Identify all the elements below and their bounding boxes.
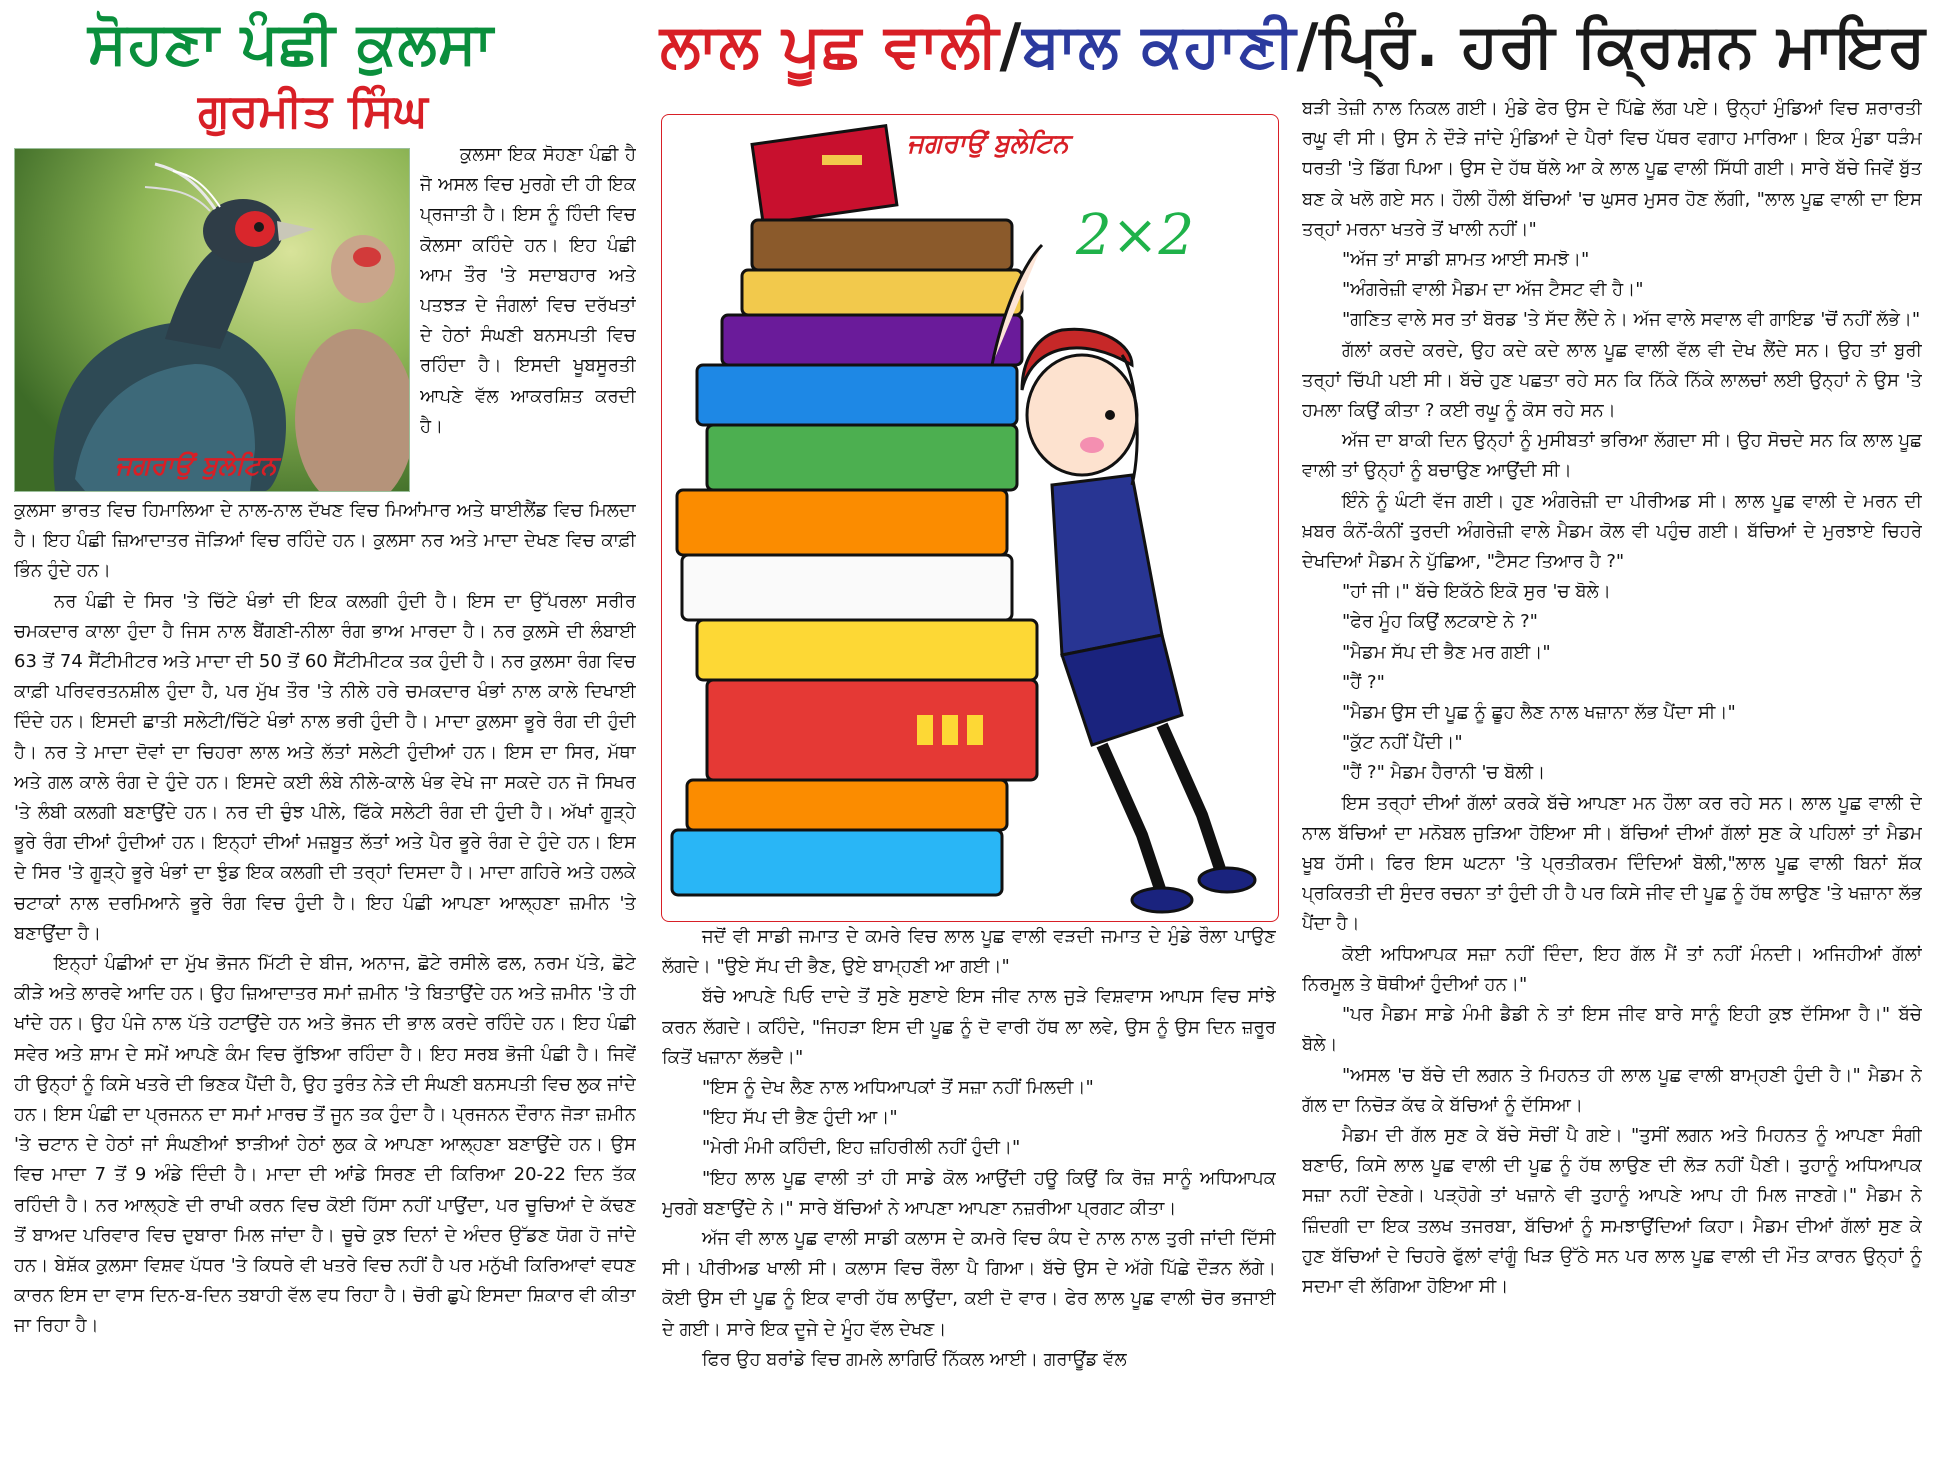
story-paragraph: "ਗਣਿਤ ਵਾਲੇ ਸਰ ਤਾਂ ਬੋਰਡ 'ਤੇ ਸੱਦ ਲੈਂਦੇ ਨੇ। ਅੱਜ ਵਾਲੇ ਸਵਾਲ ਵੀ ਗਾਇਡ 'ਚੋਂ ਨਹੀਂ ਲੱਭੇ।" xyxy=(1342,309,1921,331)
photo-logo xyxy=(115,451,277,482)
story-paragraph: "ਫੇਰ ਮੂੰਹ ਕਿਉਂ ਲਟਕਾਏ ਨੇ ?" xyxy=(1342,611,1538,633)
story-title-line xyxy=(660,10,1926,82)
story-right-column xyxy=(1302,94,1922,1459)
left-article-author: ਗੁਰਮੀਤ ਸਿੰਘ xyxy=(198,83,428,137)
story-paragraph: ਬੜੀ ਤੇਜ਼ੀ ਨਾਲ ਨਿਕਲ ਗਈ। ਮੁੰਡੇ ਫੇਰ ਉਸ ਦੇ ਪਿੱਛੇ ਲੱਗ ਪਏ। ਉਨ੍ਹਾਂ ਮੁੰਡਿਆਂ ਵਿਚ ਸ਼ਰਾਰਤੀ ਰਘੂ ਵੀ ਸੀ। ਉਸ ਨੇ ਦੌੜੇ ਜਾਂਦੇ ਮੁੰਡਿਆਂ ਦੇ ਪੈਰਾਂ ਵਿਚ ਪੱਥਰ ਵਗਾਹ ਮਾਰਿਆ। ਇਕ ਮੁੰਡਾ ਧੜੰਮ ਧਰਤੀ 'ਤੇ ਡਿੱਗ ਪਿਆ। ਉਸ ਦੇ ਹੱਥ ਥੱਲੇ ਆ ਕੇ ਲਾਲ ਪੂਛ ਵਾਲੀ ਸਿੱਧੀ ਗਈ। ਸਾਰੇ ਬੱਚੇ ਜਿਵੇਂ ਬੁੱਤ ਬਣ ਕੇ ਖਲੋ ਗਏ ਸਨ। ਹੌਲੀ ਹੌਲੀ ਬੱਚਿਆਂ 'ਚ ਘੁਸਰ ਮੁਸਰ ਹੋਣ ਲੱਗੀ, "ਲਾਲ ਪੂਛ ਵਾਲੀ ਦਾ ਇਸ ਤਰ੍ਹਾਂ ਮਰਨਾ ਖਤਰੇ ਤੋਂ ਖਾਲੀ ਨਹੀਂ।" xyxy=(1302,98,1922,240)
left-article-body xyxy=(14,496,636,1456)
title-separator: / xyxy=(999,11,1023,81)
story-paragraph: ਫਿਰ ਉਹ ਬਰਾਂਡੇ ਵਿਚ ਗਮਲੇ ਲਾਗਿਓਂ ਨਿੱਕਲ ਆਈ। ਗਰਾਊਂਡ ਵੱਲ xyxy=(702,1348,1127,1370)
left-intro-paragraph: ਕੁਲਸਾ ਇਕ ਸੋਹਣਾ ਪੰਛੀ ਹੈ ਜੋ ਅਸਲ ਵਿਚ ਮੁਰਗੇ ਦੀ ਹੀ ਇਕ ਪ੍ਰਜਾਤੀ ਹੈ। ਇਸ ਨੂੰ ਹਿੰਦੀ ਵਿਚ ਕੋਲਸਾ ਕਹਿੰਦੇ ਹਨ। ਇਹ ਪੰਛੀ ਆਮ ਤੌਰ 'ਤੇ ਸਦਾਬਹਾਰ ਅਤੇ ਪਤਝੜ ਦੇ ਜੰਗਲਾਂ ਵਿਚ ਦਰੱਖਤਾਂ ਦੇ ਹੇਠਾਂ ਸੰਘਣੀ ਬਨਸਪਤੀ ਵਿਚ ਰਹਿੰਦਾ ਹੈ। ਇਸਦੀ ਖੂਬਸੂਰਤੀ ਆਪਣੇ ਵੱਲ ਆਕਰਸ਼ਿਤ ਕਰਦੀ ਹੈ। xyxy=(420,144,636,437)
left-intro-text xyxy=(420,140,636,496)
story-paragraph: "ਅੰਗਰੇਜ਼ੀ ਵਾਲੀ ਮੈਡਮ ਦਾ ਅੱਜ ਟੈਸਟ ਵੀ ਹੈ।" xyxy=(1342,279,1644,301)
story-genre: ਬਾਲ ਕਹਾਣੀ xyxy=(1022,11,1297,81)
story-paragraph: ਅੱਜ ਦਾ ਬਾਕੀ ਦਿਨ ਉਨ੍ਹਾਂ ਨੂੰ ਮੁਸੀਬਤਾਂ ਭਰਿਆ ਲੱਗਦਾ ਸੀ। ਉਹ ਸੋਚਦੇ ਸਨ ਕਿ ਲਾਲ ਪੂਛ ਵਾਲੀ ਤਾਂ ਉਨ੍ਹਾਂ ਨੂੰ ਬਚਾਉਣ ਆਉਂਦੀ ਸੀ। xyxy=(1302,430,1922,482)
story-paragraph: "ਕੁੱਟ ਨਹੀਂ ਪੈਂਦੀ।" xyxy=(1342,732,1463,754)
story-paragraph: ਜਦੋਂ ਵੀ ਸਾਡੀ ਜਮਾਤ ਦੇ ਕਮਰੇ ਵਿਚ ਲਾਲ ਪੂਛ ਵਾਲੀ ਵੜਦੀ ਜਮਾਤ ਦੇ ਮੁੰਡੇ ਰੌਲਾ ਪਾਉਣ ਲੱਗਦੇ। "ਉਏ ਸੱਪ ਦੀ ਭੈਣ, ਉਏ ਬਾਮ੍ਹਣੀ ਆ ਗਈ।" xyxy=(662,926,1276,978)
bird-photo xyxy=(14,148,410,492)
photo-logo-text: ਜਗਰਾਉਂ ਬੁਲੇਟਿਨ xyxy=(115,451,277,481)
story-middle-column xyxy=(662,922,1276,1459)
left-article-title: ਸੋਹਣਾ ਪੰਛੀ ਕੁਲਸਾ xyxy=(88,9,494,77)
left-body-paragraph: ਨਰ ਪੰਛੀ ਦੇ ਸਿਰ 'ਤੇ ਚਿੱਟੇ ਖੰਭਾਂ ਦੀ ਇਕ ਕਲਗੀ ਹੁੰਦੀ ਹੈ। ਇਸ ਦਾ ਉੱਪਰਲਾ ਸਰੀਰ ਚਮਕਦਾਰ ਕਾਲਾ ਹੁੰਦਾ ਹੈ ਜਿਸ ਨਾਲ ਬੈਂਗਣੀ-ਨੀਲਾ ਰੰਗ ਭਾਅ ਮਾਰਦਾ ਹੈ। ਨਰ ਕੁਲਸੇ ਦੀ ਲੰਬਾਈ 63 ਤੋਂ 74 ਸੈਂਟੀਮੀਟਰ ਅਤੇ ਮਾਦਾ ਦੀ 50 ਤੋਂ 60 ਸੈਂਟੀਮੀਟਕ ਤਕ ਹੁੰਦੀ ਹੈ। ਨਰ ਕੁਲਸਾ ਰੰਗ ਵਿਚ ਕਾਫ਼ੀ ਪਰਿਵਰਤਨਸ਼ੀਲ ਹੁੰਦਾ ਹੈ, ਪਰ ਮੁੱਖ ਤੌਰ 'ਤੇ ਨੀਲੇ ਹਰੇ ਚਮਕਦਾਰ ਖੰਭਾਂ ਨਾਲ ਕਾਲੇ ਦਿਖਾਈ ਦਿੰਦੇ ਹਨ। ਇਸਦੀ ਛਾਤੀ ਸਲੇਟੀ/ਚਿੱਟੇ ਖੰਭਾਂ ਨਾਲ ਭਰੀ ਹੁੰਦੀ ਹੈ। ਮਾਦਾ ਕੁਲਸਾ ਭੂਰੇ ਰੰਗ ਦੀ ਹੁੰਦੀ ਹੈ। ਨਰ ਤੇ ਮਾਦਾ ਦੋਵਾਂ ਦਾ ਚਿਹਰਾ ਲਾਲ ਅਤੇ ਲੱਤਾਂ ਸਲੇਟੀ ਹੁੰਦੀਆਂ ਹਨ। ਇਸ ਦਾ ਸਿਰ, ਮੱਥਾ ਅਤੇ ਗਲ ਕਾਲੇ ਰੰਗ ਦੇ ਹੁੰਦੇ ਹਨ। ਇਸਦੇ ਕਈ ਲੰਬੇ ਨੀਲੇ-ਕਾਲੇ ਖੰਭ ਵੇਖੇ ਜਾ ਸਕਦੇ ਹਨ ਜੋ ਸਿਖਰ 'ਤੇ ਲੰਬੀ ਕਲਗੀ ਬਣਾਉਂਦੇ ਹਨ। ਨਰ ਦੀ ਚੁੰਝ ਪੀਲੇ, ਫਿੱਕੇ ਸਲੇਟੀ ਰੰਗ ਦੀ ਹੁੰਦੀ ਹੈ। ਅੱਖਾਂ ਗੂੜ੍ਹੇ ਭੂਰੇ ਰੰਗ ਦੀਆਂ ਹੁੰਦੀਆਂ ਹਨ। ਇਨ੍ਹਾਂ ਦੀਆਂ ਮਜ਼ਬੂਤ ਲੱਤਾਂ ਅਤੇ ਪੈਰ ਭੂਰੇ ਰੰਗ ਦੇ ਹੁੰਦੇ ਹਨ। ਇਸ ਦੇ ਸਿਰ 'ਤੇ ਗੂੜ੍ਹੇ ਭੂਰੇ ਖੰਭਾਂ ਦਾ ਝੁੰਡ ਇਕ ਕਲਗੀ ਦੀ ਤਰ੍ਹਾਂ ਦਿਸਦਾ ਹੈ। ਮਾਦਾ ਗਹਿਰੇ ਅਤੇ ਹਲਕੇ ਚਟਾਕਾਂ ਨਾਲ ਦਰਮਿਆਨੇ ਭੂਰੇ ਰੰਗ ਵਿਚ ਹੁੰਦੀ ਹੈ। ਇਹ ਪੰਛੀ ਆਪਣਾ ਆਲ੍ਹਣਾ ਜ਼ਮੀਨ 'ਤੇ ਬਣਾਉਂਦਾ ਹੈ। xyxy=(14,590,636,944)
story-paragraph: ਅੱਜ ਵੀ ਲਾਲ ਪੂਛ ਵਾਲੀ ਸਾਡੀ ਕਲਾਸ ਦੇ ਕਮਰੇ ਵਿਚ ਕੰਧ ਦੇ ਨਾਲ ਨਾਲ ਤੁਰੀ ਜਾਂਦੀ ਦਿੱਸੀ ਸੀ। ਪੀਰੀਅਡ ਖਾਲੀ ਸੀ। ਕਲਾਸ ਵਿਚ ਰੌਲਾ ਪੈ ਗਿਆ। ਬੱਚੇ ਉਸ ਦੇ ਅੱਗੇ ਪਿੱਛੇ ਦੌੜਨ ਲੱਗੇ। ਕੋਈ ਉਸ ਦੀ ਪੂਛ ਨੂੰ ਇਕ ਵਾਰੀ ਹੱਥ ਲਾਉਂਦਾ, ਕਈ ਦੋ ਵਾਰ। ਫੇਰ ਲਾਲ ਪੂਛ ਵਾਲੀ ਚੋਰ ਭਜਾਈ ਦੇ ਗਈ। ਸਾਰੇ ਇਕ ਦੂਜੇ ਦੇ ਮੂੰਹ ਵੱਲ ਦੇਖਣ। xyxy=(662,1228,1276,1340)
story-paragraph: "ਇਸ ਨੂੰ ਦੇਖ ਲੈਣ ਨਾਲ ਅਧਿਆਪਕਾਂ ਤੋਂ ਸਜ਼ਾ ਨਹੀਂ ਮਿਲਦੀ।" xyxy=(702,1077,1094,1099)
kalij-pheasant-illustration xyxy=(15,149,409,491)
illustration-logo-text: ਜਗਰਾਉਂ ਬੁਲੇਟਿਨ xyxy=(907,129,1069,159)
story-paragraph: ਬੱਚੇ ਆਪਣੇ ਪਿਓ ਦਾਦੇ ਤੋਂ ਸੁਣੇ ਸੁਣਾਏ ਇਸ ਜੀਵ ਨਾਲ ਜੁੜੇ ਵਿਸ਼ਵਾਸ ਆਪਸ ਵਿਚ ਸਾਂਝੇ ਕਰਨ ਲੱਗਦੇ। ਕਹਿੰਦੇ, "ਜਿਹੜਾ ਇਸ ਦੀ ਪੂਛ ਨੂੰ ਦੋ ਵਾਰੀ ਹੱਥ ਲਾ ਲਵੇ, ਉਸ ਨੂੰ ਉਸ ਦਿਨ ਜ਼ਰੂਰ ਕਿਤੋਂ ਖਜ਼ਾਨਾ ਲੱਭਦੈ।" xyxy=(662,986,1276,1068)
story-paragraph: "ਇਹ ਸੱਪ ਦੀ ਭੈਣ ਹੁੰਦੀ ਆ।" xyxy=(702,1107,898,1129)
story-author: ਪ੍ਰਿੰ. ਹਰੀ ਕ੍ਰਿਸ਼ਨ ਮਾਇਰ xyxy=(1319,11,1927,81)
story-paragraph: ਇਸ ਤਰ੍ਹਾਂ ਦੀਆਂ ਗੱਲਾਂ ਕਰਕੇ ਬੱਚੇ ਆਪਣਾ ਮਨ ਹੌਲਾ ਕਰ ਰਹੇ ਸਨ। ਲਾਲ ਪੂਛ ਵਾਲੀ ਦੇ ਨਾਲ ਬੱਚਿਆਂ ਦਾ ਮਨੋਬਲ ਜੁੜਿਆ ਹੋਇਆ ਸੀ। ਬੱਚਿਆਂ ਦੀਆਂ ਗੱਲਾਂ ਸੁਣ ਕੇ ਪਹਿਲਾਂ ਤਾਂ ਮੈਡਮ ਖੂਬ ਹੱਸੀ। ਫਿਰ ਇਸ ਘਟਨਾ 'ਤੇ ਪ੍ਰਤੀਕਰਮ ਦਿੰਦਿਆਂ ਬੋਲੀ,"ਲਾਲ ਪੂਛ ਵਾਲੀ ਬਿਨਾਂ ਸ਼ੱਕ ਪ੍ਰਕਿਰਤੀ ਦੀ ਸੁੰਦਰ ਰਚਨਾ ਤਾਂ ਹੁੰਦੀ ਹੀ ਹੈ ਪਰ ਕਿਸੇ ਜੀਵ ਦੀ ਪੂਛ ਨੂੰ ਹੱਥ ਲਾਉਣ 'ਤੇ ਖਜ਼ਾਨਾ ਲੱਭ ਪੈਂਦਾ ਹੈ। xyxy=(1302,792,1922,935)
left-body-paragraph: ਇਨ੍ਹਾਂ ਪੰਛੀਆਂ ਦਾ ਮੁੱਖ ਭੋਜਨ ਮਿੱਟੀ ਦੇ ਬੀਜ, ਅਨਾਜ, ਛੋਟੇ ਰਸੀਲੇ ਫਲ, ਨਰਮ ਪੱਤੇ, ਛੋਟੇ ਕੀੜੇ ਅਤੇ ਲਾਰਵੇ ਆਦਿ ਹਨ। ਉਹ ਜ਼ਿਆਦਾਤਰ ਸਮਾਂ ਜ਼ਮੀਨ 'ਤੇ ਬਿਤਾਉਂਦੇ ਹਨ ਅਤੇ ਜ਼ਮੀਨ 'ਤੇ ਹੀ ਖਾਂਦੇ ਹਨ। ਉਹ ਪੰਜੇ ਨਾਲ ਪੱਤੇ ਹਟਾਉਂਦੇ ਹਨ ਅਤੇ ਭੋਜਨ ਦੀ ਭਾਲ ਕਰਦੇ ਰਹਿੰਦੇ ਹਨ। ਇਹ ਪੰਛੀ ਸਵੇਰ ਅਤੇ ਸ਼ਾਮ ਦੇ ਸਮੇਂ ਆਪਣੇ ਕੰਮ ਵਿਚ ਰੁੱਝਿਆ ਰਹਿੰਦਾ ਹੈ। ਇਹ ਸਰਬ ਭੋਜੀ ਪੰਛੀ ਹੈ। ਜਿਵੇਂ ਹੀ ਉਨ੍ਹਾਂ ਨੂੰ ਕਿਸੇ ਖਤਰੇ ਦੀ ਭਿਣਕ ਪੈਂਦੀ ਹੈ, ਉਹ ਤੁਰੰਤ ਨੇੜੇ ਦੀ ਸੰਘਣੀ ਬਨਸਪਤੀ ਵਿਚ ਲੁਕ ਜਾਂਦੇ ਹਨ। ਇਸ ਪੰਛੀ ਦਾ ਪ੍ਰਜਨਨ ਦਾ ਸਮਾਂ ਮਾਰਚ ਤੋਂ ਜੂਨ ਤਕ ਹੁੰਦਾ ਹੈ। ਪ੍ਰਜਨਨ ਦੌਰਾਨ ਜੋੜਾ ਜ਼ਮੀਨ 'ਤੇ ਚਟਾਨ ਦੇ ਹੇਠਾਂ ਜਾਂ ਸੰਘਣੀਆਂ ਝਾੜੀਆਂ ਹੇਠਾਂ ਲੁਕ ਕੇ ਆਪਣਾ ਆਲ੍ਹਣਾ ਬਣਾਉਂਦੇ ਹਨ। ਉਸ ਵਿਚ ਮਾਦਾ 7 ਤੋਂ 9 ਅੰਡੇ ਦਿੰਦੀ ਹੈ। ਮਾਦਾ ਦੀ ਆਂਡੇ ਸਿਰਣ ਦੀ ਕਿਰਿਆ 20-22 ਦਿਨ ਤੱਕ ਰਹਿੰਦੀ ਹੈ। ਨਰ ਆਲ੍ਹਣੇ ਦੀ ਰਾਖੀ ਕਰਨ ਵਿਚ ਕੋਈ ਹਿੱਸਾ ਨਹੀਂ ਪਾਉਂਦਾ, ਪਰ ਚੂਚਿਆਂ ਦੇ ਕੱਢਣ ਤੋਂ ਬਾਅਦ ਪਰਿਵਾਰ ਵਿਚ ਦੁਬਾਰਾ ਮਿਲ ਜਾਂਦਾ ਹੈ। ਚੂਚੇ ਕੁਝ ਦਿਨਾਂ ਦੇ ਅੰਦਰ ਉੱਡਣ ਯੋਗ ਹੋ ਜਾਂਦੇ ਹਨ। ਬੇਸ਼ੱਕ ਕੁਲਸਾ ਵਿਸ਼ਵ ਪੱਧਰ 'ਤੇ ਕਿਧਰੇ ਵੀ ਖਤਰੇ ਵਿਚ ਨਹੀਂ ਹੈ ਪਰ ਮਨੁੱਖੀ ਕਿਰਿਆਵਾਂ ਵਧਣ ਕਾਰਨ ਇਸ ਦਾ ਵਾਸ ਦਿਨ-ਬ-ਦਿਨ ਤਬਾਹੀ ਵੱਲ ਵਧ ਰਿਹਾ ਹੈ। ਚੋਰੀ ਛੁਪੇ ਇਸਦਾ ਸ਼ਿਕਾਰ ਵੀ ਕੀਤਾ ਜਾ ਰਿਹਾ ਹੈ। xyxy=(14,953,636,1337)
illustration-math-doodle: 2×2 xyxy=(1076,203,1195,268)
story-paragraph: "ਮੇਰੀ ਮੰਮੀ ਕਹਿੰਦੀ, ਇਹ ਜ਼ਹਿਰੀਲੀ ਨਹੀਂ ਹੁੰਦੀ।" xyxy=(702,1137,1021,1159)
story-paragraph: "ਮੈਡਮ ਸੱਪ ਦੀ ਭੈਣ ਮਰ ਗਈ।" xyxy=(1342,641,1551,663)
story-paragraph: "ਮੈਡਮ ਉਸ ਦੀ ਪੂਛ ਨੂੰ ਛੂਹ ਲੈਣ ਨਾਲ ਖਜ਼ਾਨਾ ਲੱਭ ਪੈਂਦਾ ਸੀ।" xyxy=(1342,702,1736,724)
left-body-paragraph: ਕੁਲਸਾ ਭਾਰਤ ਵਿਚ ਹਿਮਾਲਿਆ ਦੇ ਨਾਲ-ਨਾਲ ਦੱਖਣ ਵਿਚ ਮਿਆਂਮਾਰ ਅਤੇ ਥਾਈਲੈਂਡ ਵਿਚ ਮਿਲਦਾ ਹੈ। ਇਹ ਪੰਛੀ ਜ਼ਿਆਦਾਤਰ ਜੋੜਿਆਂ ਵਿਚ ਰਹਿੰਦੇ ਹਨ। ਕੁਲਸਾ ਨਰ ਅਤੇ ਮਾਦਾ ਦੇਖਣ ਵਿਚ ਕਾਫ਼ੀ ਭਿੰਨ ਹੁੰਦੇ ਹਨ। xyxy=(14,500,636,582)
story-paragraph: "ਅਸਲ 'ਚ ਬੱਚੇ ਦੀ ਲਗਨ ਤੇ ਮਿਹਨਤ ਹੀ ਲਾਲ ਪੂਛ ਵਾਲੀ ਬਾਮ੍ਹਣੀ ਹੁੰਦੀ ਹੈ।" ਮੈਡਮ ਨੇ ਗੱਲ ਦਾ ਨਿਚੋੜ ਕੱਢ ਕੇ ਬੱਚਿਆਂ ਨੂੰ ਦੱਸਿਆ। xyxy=(1302,1064,1922,1116)
title-separator: / xyxy=(1296,11,1320,81)
story-paragraph: ਮੈਡਮ ਦੀ ਗੱਲ ਸੁਣ ਕੇ ਬੱਚੇ ਸੋਚੀਂ ਪੈ ਗਏ। "ਤੁਸੀਂ ਲਗਨ ਅਤੇ ਮਿਹਨਤ ਨੂੰ ਆਪਣਾ ਸੰਗੀ ਬਣਾਓ, ਕਿਸੇ ਲਾਲ ਪੂਛ ਵਾਲੀ ਦੀ ਪੂਛ ਨੂੰ ਹੱਥ ਲਾਉਣ ਦੀ ਲੋੜ ਨਹੀਂ ਪੈਣੀ। ਤੁਹਾਨੂੰ ਅਧਿਆਪਕ ਸਜ਼ਾ ਨਹੀਂ ਦੇਣਗੇ। ਪੜ੍ਹੋਗੇ ਤਾਂ ਖਜ਼ਾਨੇ ਵੀ ਤੁਹਾਨੂੰ ਆਪਣੇ ਆਪ ਹੀ ਮਿਲ ਜਾਣਗੇ।" ਮੈਡਮ ਨੇ ਜ਼ਿੰਦਗੀ ਦਾ ਇਕ ਤਲਖ ਤਜਰਬਾ, ਬੱਚਿਆਂ ਨੂੰ ਸਮਝਾਉਂਦਿਆਂ ਕਿਹਾ। ਮੈਡਮ ਦੀਆਂ ਗੱਲਾਂ ਸੁਣ ਕੇ ਹੁਣ ਬੱਚਿਆਂ ਦੇ ਚਿਹਰੇ ਫੁੱਲਾਂ ਵਾਂਗੂੰ ਖਿੜ ਉੱਠੇ ਸਨ ਪਰ ਲਾਲ ਪੂਛ ਵਾਲੀ ਦੀ ਮੌਤ ਕਾਰਨ ਉਨ੍ਹਾਂ ਨੂੰ ਸਦਮਾ ਵੀ ਲੱਗਿਆ ਹੋਇਆ ਸੀ। xyxy=(1302,1124,1922,1297)
story-illustration xyxy=(661,114,1279,922)
story-paragraph: "ਹੈਂ ?" ਮੈਡਮ ਹੈਰਾਨੀ 'ਚ ਬੋਲੀ। xyxy=(1342,762,1546,784)
story-paragraph: "ਅੱਜ ਤਾਂ ਸਾਡੀ ਸ਼ਾਮਤ ਆਈ ਸਮਝੋ।" xyxy=(1342,249,1590,271)
story-paragraph: ਗੱਲਾਂ ਕਰਦੇ ਕਰਦੇ, ਉਹ ਕਦੇ ਕਦੇ ਲਾਲ ਪੂਛ ਵਾਲੀ ਵੱਲ ਵੀ ਦੇਖ ਲੈਂਦੇ ਸਨ। ਉਹ ਤਾਂ ਬੁਰੀ ਤਰ੍ਹਾਂ ਚਿੱਪੀ ਪਈ ਸੀ। ਬੱਚੇ ਹੁਣ ਪਛਤਾ ਰਹੇ ਸਨ ਕਿ ਨਿੱਕੇ ਨਿੱਕੇ ਲਾਲਚਾਂ ਲਈ ਉਨ੍ਹਾਂ ਨੇ ਉਸ 'ਤੇ ਹਮਲਾ ਕਿਉਂ ਕੀਤਾ ? ਕਈ ਰਘੂ ਨੂੰ ਕੋਸ ਰਹੇ ਸਨ। xyxy=(1302,339,1922,422)
story-paragraph: "ਪਰ ਮੈਡਮ ਸਾਡੇ ਮੰਮੀ ਡੈਡੀ ਨੇ ਤਾਂ ਇਸ ਜੀਵ ਬਾਰੇ ਸਾਨੂੰ ਇਹੀ ਕੁਝ ਦੱਸਿਆ ਹੈ।" ਬੱਚੇ ਬੋਲੇ। xyxy=(1302,1004,1922,1056)
story-paragraph: "ਇਹ ਲਾਲ ਪੂਛ ਵਾਲੀ ਤਾਂ ਹੀ ਸਾਡੇ ਕੋਲ ਆਉਂਦੀ ਹਊ ਕਿਉਂ ਕਿ ਰੋਜ਼ ਸਾਨੂੰ ਅਧਿਆਪਕ ਮੁਰਗੇ ਬਣਾਉਂਦੇ ਨੇ।" ਸਾਰੇ ਬੱਚਿਆਂ ਨੇ ਆਪਣਾ ਆਪਣਾ ਨਜ਼ਰੀਆ ਪ੍ਰਗਟ ਕੀਤਾ। xyxy=(662,1167,1276,1219)
story-title: ਲਾਲ ਪੂਛ ਵਾਲੀ xyxy=(660,11,1000,81)
story-paragraph: ਕੋਈ ਅਧਿਆਪਕ ਸਜ਼ਾ ਨਹੀਂ ਦਿੰਦਾ, ਇਹ ਗੱਲ ਮੈਂ ਤਾਂ ਨਹੀਂ ਮੰਨਦੀ। ਅਜਿਹੀਆਂ ਗੱਲਾਂ ਨਿਰਮੂਲ ਤੇ ਥੋਥੀਆਂ ਹੁੰਦੀਆਂ ਹਨ।" xyxy=(1302,943,1922,995)
story-paragraph: "ਹਾਂ ਜੀ।" ਬੱਚੇ ਇਕੱਠੇ ਇਕੋ ਸੁਰ 'ਚ ਬੋਲੇ। xyxy=(1342,581,1611,603)
story-paragraph: "ਹੈਂ ?" xyxy=(1342,671,1385,693)
story-paragraph: ਇੰਨੇ ਨੂੰ ਘੰਟੀ ਵੱਜ ਗਈ। ਹੁਣ ਅੰਗਰੇਜ਼ੀ ਦਾ ਪੀਰੀਅਡ ਸੀ। ਲਾਲ ਪੂਛ ਵਾਲੀ ਦੇ ਮਰਨ ਦੀ ਖ਼ਬਰ ਕੰਨੋਂ-ਕੰਨੀਂ ਤੁਰਦੀ ਅੰਗਰੇਜ਼ੀ ਵਾਲੇ ਮੈਡਮ ਕੋਲ ਵੀ ਪਹੁੰਚ ਗਈ। ਬੱਚਿਆਂ ਦੇ ਮੁਰਝਾਏ ਚਿਹਰੇ ਦੇਖਦਿਆਂ ਮੈਡਮ ਨੇ ਪੁੱਛਿਆ, "ਟੈਸਟ ਤਿਆਰ ਹੈ ?" xyxy=(1302,490,1922,573)
books-stack-drawing xyxy=(662,115,1278,921)
